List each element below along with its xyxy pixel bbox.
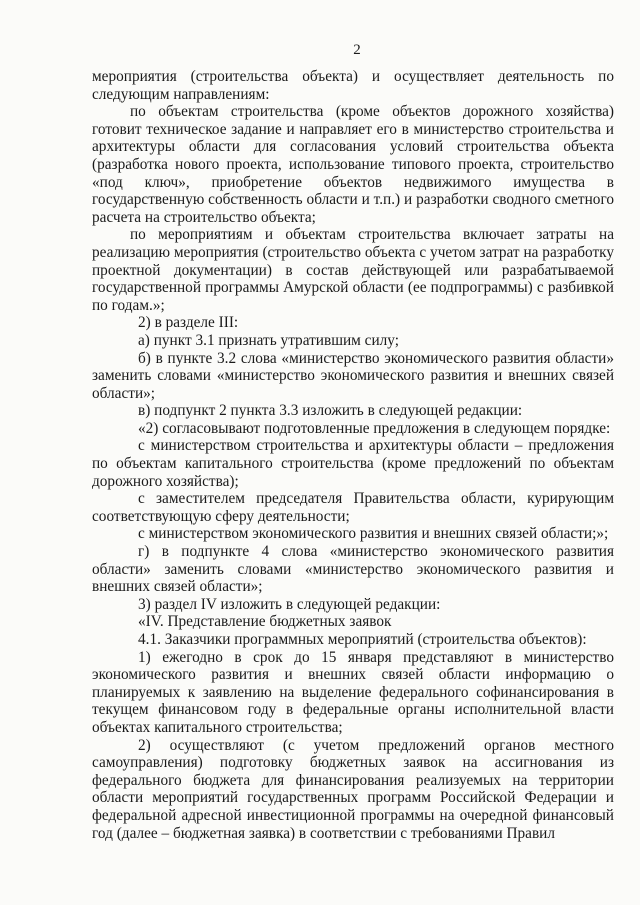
paragraph-4: 2) в разделе III: xyxy=(138,314,239,332)
paragraph-8: «2) согласовывают подготовленные предложения в следующем порядке: xyxy=(138,419,611,437)
paragraph-16: 1) ежегодно в срок до 15 января представляют в министерство экономического развития и внешних связей области информацию о планируемых к заявлению на выделение федерального софинансирования в текущем финансовом году в федеральные органы исполнительной власти объектах капитального строительства; xyxy=(92,648,614,736)
section-heading: «IV. Представление бюджетных заявок xyxy=(138,613,392,631)
page-number: 2 xyxy=(353,42,361,58)
paragraph-6: б) в пункте 3.2 слова «министерство экономического развития области» заменить словами «министерство экономического развития и внешних связей области»; xyxy=(92,349,614,402)
paragraph-10: с заместителем председателя Правительства области, курирующим соответствующую сферу деятельности; xyxy=(92,490,614,525)
paragraph-9: с министерством строительства и архитектуры области – предложения по объектам капитального строительства (кроме предложений по объектам дорожного хозяйства); xyxy=(92,437,614,490)
paragraph-11: с министерством экономического развития и внешних связей области;»; xyxy=(138,525,609,543)
paragraph-17: 2) осуществляют (с учетом предложений органов местного самоуправления) подготовку бюджетных заявок на ассигнования из федерального бюджета для финансирования реализуемых на территории области мероприятий государственных программ Российской Федерации и федеральной адресной инвестиционной программы на очередной финансовый год (далее – бюджетная заявка) в соответствии с требованиями Правил xyxy=(92,736,614,842)
paragraph-13: 3) раздел IV изложить в следующей редакции: xyxy=(138,595,441,613)
paragraph-5: а) пункт 3.1 признать утратившим силу; xyxy=(138,331,399,349)
paragraph-1: мероприятия (строительства объекта) и осуществляет деятельность по следующим направлениям: xyxy=(92,68,614,103)
paragraph-7: в) подпункт 2 пункта 3.3 изложить в следующей редакции: xyxy=(138,402,523,420)
paragraph-3: по мероприятиям и объектам строительства включает затраты на реализацию мероприятия (строительство объекта с учетом затрат на разработку проектной документации) в состав действующей или разрабатываемой государственной программы Амурской области (ее подпрограммы) с разбивкой по годам.»; xyxy=(92,226,614,314)
paragraph-2: по объектам строительства (кроме объектов дорожного хозяйства) готовит техническое задание и направляет его в министерство строительства и архитектуры области для согласования условий строительства объекта (разработка нового проекта, использование типового проекта, строительство «под ключ», приобретение объектов недвижимого имущества в государственную собственность области и т.п.) и разработки сводного сметного расчета на строительство объекта; xyxy=(92,103,614,226)
paragraph-15: 4.1. Заказчики программных мероприятий (строительства объектов): xyxy=(138,631,587,648)
paragraph-12: г) в подпункте 4 слова «министерство экономического развития области» заменить словами «министерство экономического развития и внешних связей области»; xyxy=(92,543,614,596)
